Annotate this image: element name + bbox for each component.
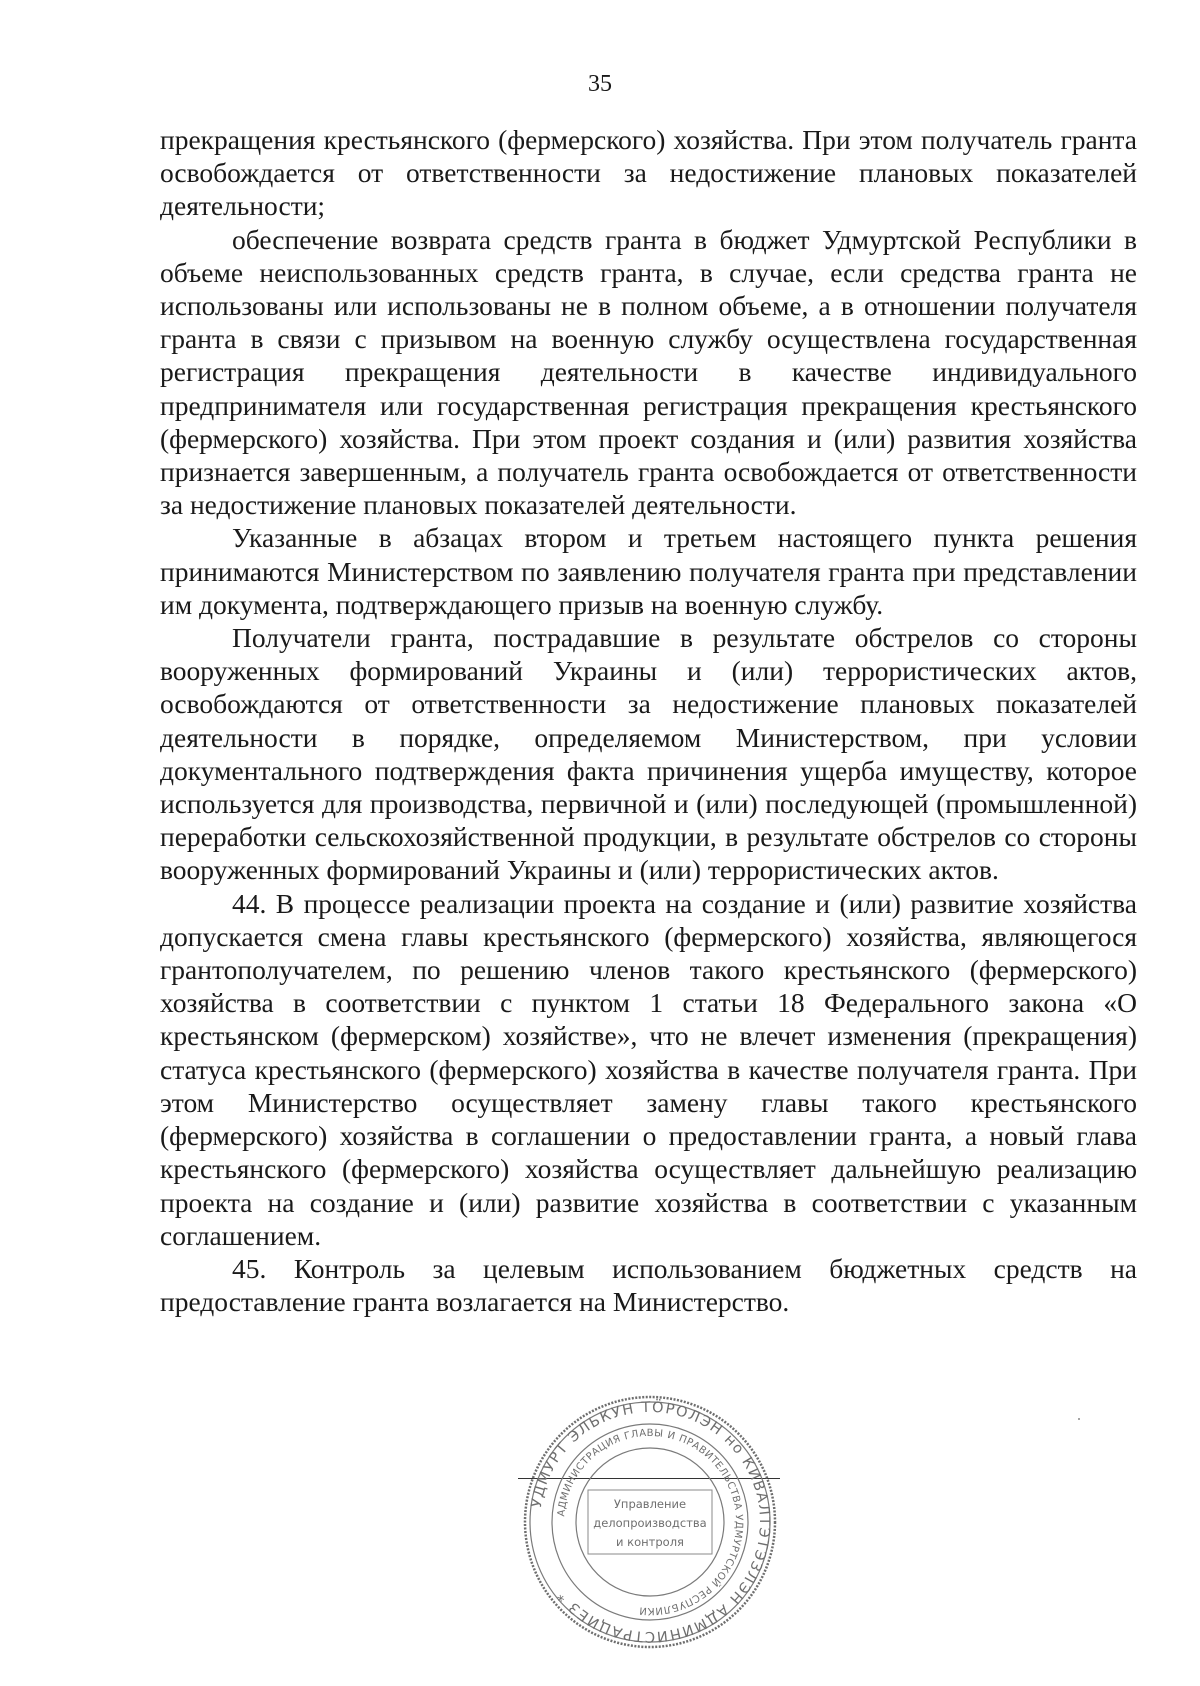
paragraph-decisions: Указанные в абзацах втором и третьем настоящего пункта решения принимаются Министерством по заявлению получателя гранта при представлении им документа, подтверждающего призыв на военную службу. [160, 522, 1137, 620]
paragraph-item-44: 44. В процессе реализации проекта на создание и (или) развитие хозяйства допускается смена главы крестьянского (фермерского) хозяйства, являющегося грантополучателем, по решению членов такого крестьянского (фермерского) хозяйства в соответствии с пунктом 1 статьи 18 Федерального закона «О крестьянском (фермерском) хозяйстве», что не влечет изменения (прекращения) статуса крестьянского (фермерского) хозяйства в качестве получателя гранта. При этом Министерство осуществляет замену главы такого крестьянского (фермерского) хозяйства в соглашении о предоставлении гранта, а новый глава крестьянского (фермерского) хозяйства осуществляет дальнейшую реализацию проекта на создание и (или) развитие хозяйства в соответствии с указанным соглашением. [160, 887, 1137, 1251]
paragraph-grant-return: обеспечение возврата средств гранта в бюджет Удмуртской Республики в объеме неиспользованных средств гранта, в случае, если средства гранта не использованы или использованы не в полном объеме, а в отношении получателя гранта в связи с призывом на военную службу осуществлена государственная регистрация прекращения деятельности в качестве индивидуального предпринимателя или государственная регистрация прекращения крестьянского (фермерского) хозяйства. При этом проект создания и (или) развития хозяйства признается завершенным, а получатель гранта освобождается от ответственности за недостижение плановых показателей деятельности. [160, 223, 1137, 521]
document-body [160, 123, 1137, 1318]
seal-center-line-1: Управление [613, 1497, 687, 1511]
paragraph-item-45: 45. Контроль за целевым использованием бюджетных средств на предоставление гранта возлагается на Министерство. [160, 1252, 1137, 1318]
seal-center-line-3: и контроля [616, 1535, 684, 1549]
page-number: 35 [588, 71, 612, 97]
official-seal [520, 1392, 780, 1652]
paragraph-shelling-victims: Получатели гранта, пострадавшие в результате обстрелов со стороны вооруженных формирований Украины и (или) террористических актов, освобождаются от ответственности за недостижение плановых показателей деятельности в порядке, определяемом Министерством, при условии документального подтверждения факта причинения ущерба имуществу, которое используется для производства, первичной и (или) последующей (промышленной) переработки сельскохозяйственной продукции, в результате обстрелов со стороны вооруженных формирований Украины и (или) террористических актов. [160, 622, 1137, 886]
seal-graphic [520, 1392, 780, 1652]
scan-speck [1078, 1418, 1080, 1420]
seal-center-line-2: делопроизводства [593, 1516, 707, 1530]
seal-outer-text: УДМУРТ ЭЛЬКУН ТӦРОЛЭН но КИВАЛТЭТЭЗЛЭН АДМИНИСТРАЦИЕЗ * [528, 1399, 773, 1645]
seal-inner-text: АДМИНИСТРАЦИЯ ГЛАВЫ И ПРАВИТЕЛЬСТВА УДМУРТСКОЙ РЕСПУБЛИКИ [556, 1427, 745, 1617]
paragraph-continuation: прекращения крестьянского (фермерского) хозяйства. При этом получатель гранта освобождается от ответственности за недостижение плановых показателей деятельности; [160, 124, 1137, 222]
